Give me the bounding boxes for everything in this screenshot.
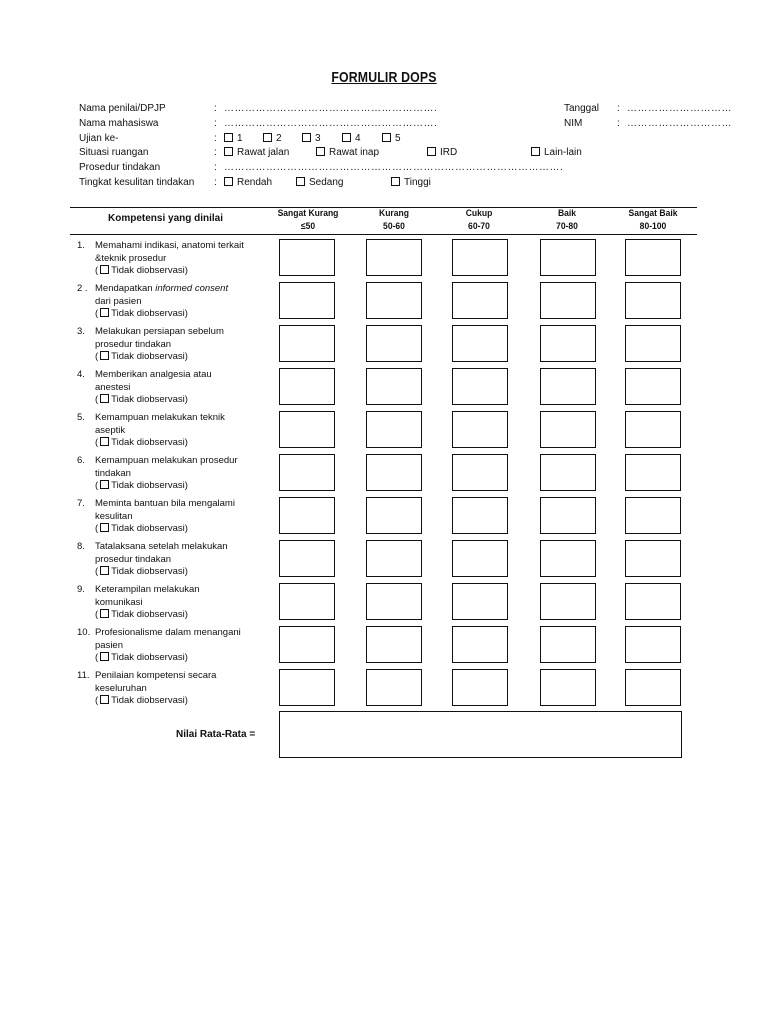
score-box-baik[interactable] [540,454,596,491]
score-box-sangat-kurang[interactable] [279,454,335,491]
score-box-cukup[interactable] [452,454,508,491]
field-label: Prosedur tindakan [79,162,161,173]
colon: : [214,118,217,129]
score-box-kurang[interactable] [366,239,422,276]
field-label: Tanggal [564,103,600,114]
field-mahasiswa [79,118,732,132]
score-box-kurang[interactable] [366,497,422,534]
field-situasi [79,147,719,161]
table-header-rule [70,234,697,235]
not-observed-checkbox[interactable] [100,351,109,360]
kesulitan-option-tinggi[interactable]: Tinggi [391,177,431,188]
colon: : [214,133,217,144]
field-label: Nama penilai/DPJP [79,103,166,114]
checkbox-icon[interactable] [531,147,540,156]
score-box-sangat-baik[interactable] [625,282,681,319]
situasi-option-rawat-inap[interactable]: Rawat inap [316,147,379,158]
score-box-cukup[interactable] [452,239,508,276]
score-box-cukup[interactable] [452,669,508,706]
column-header-sangat-baik: Sangat Baik 80-100 [628,208,678,232]
score-box-sangat-kurang[interactable] [279,583,335,620]
score-box-cukup[interactable] [452,540,508,577]
ujian-option-3[interactable]: 3 [302,133,321,144]
score-box-sangat-baik[interactable] [625,583,681,620]
score-box-sangat-baik[interactable] [625,411,681,448]
ujian-option-4[interactable]: 4 [342,133,361,144]
checkbox-icon[interactable] [224,147,233,156]
situasi-option-rawat-jalan[interactable]: Rawat jalan [224,147,289,158]
colon: : [214,103,217,114]
average-label: Nilai Rata-Rata = [176,729,256,740]
column-header-sangat-kurang: Sangat Kurang ≤50 [277,208,339,232]
situasi-option-lain[interactable]: Lain-lain [531,147,582,158]
not-observed-checkbox[interactable] [100,695,109,704]
score-box-baik[interactable] [540,325,596,362]
penilai-input[interactable]: ……………………………………………………. [224,103,438,114]
score-box-sangat-baik[interactable] [625,669,681,706]
score-box-sangat-baik[interactable] [625,325,681,362]
field-kesulitan [79,177,719,191]
score-box-sangat-kurang[interactable] [279,497,335,534]
checkbox-icon[interactable] [263,133,272,142]
field-label: NIM [564,118,583,129]
score-box-kurang[interactable] [366,626,422,663]
field-penilai [79,103,732,117]
checkbox-icon[interactable] [302,133,311,142]
checkbox-icon[interactable] [382,133,391,142]
kesulitan-option-rendah[interactable]: Rendah [224,177,272,188]
mahasiswa-input[interactable]: ……………………………………………………. [224,118,438,129]
score-box-kurang[interactable] [366,325,422,362]
column-header-kurang: Kurang 50-60 [379,208,409,232]
score-box-sangat-kurang[interactable] [279,626,335,663]
checkbox-icon[interactable] [427,147,436,156]
score-box-sangat-kurang[interactable] [279,669,335,706]
not-observed-checkbox[interactable] [100,437,109,446]
field-prosedur [79,162,719,176]
competency-header: Kompetensi yang dinilai [108,213,224,224]
score-box-cukup[interactable] [452,325,508,362]
score-box-sangat-kurang[interactable] [279,282,335,319]
colon: : [214,147,217,158]
checkbox-icon[interactable] [316,147,325,156]
score-box-baik[interactable] [540,669,596,706]
score-box-cukup[interactable] [452,411,508,448]
score-box-sangat-kurang[interactable] [279,239,335,276]
score-box-kurang[interactable] [366,368,422,405]
colon: : [214,177,217,188]
not-observed-checkbox[interactable] [100,609,109,618]
colon: : [617,103,620,114]
not-observed-checkbox[interactable] [100,652,109,661]
not-observed-checkbox[interactable] [100,480,109,489]
score-box-baik[interactable] [540,540,596,577]
score-box-sangat-kurang[interactable] [279,411,335,448]
colon: : [617,118,620,129]
checkbox-icon[interactable] [342,133,351,142]
checkbox-icon[interactable] [296,177,305,186]
score-box-kurang[interactable] [366,583,422,620]
not-observed-checkbox[interactable] [100,523,109,532]
score-box-kurang[interactable] [366,411,422,448]
average-score-box[interactable] [279,711,682,758]
tanggal-input[interactable]: ………………………… [627,103,732,114]
checkbox-icon[interactable] [224,177,233,186]
column-header-cukup: Cukup 60-70 [465,208,493,232]
score-box-cukup[interactable] [452,583,508,620]
prosedur-input[interactable]: ……………………………………………………………………………………. [224,162,564,173]
field-label: Ujian ke- [79,133,119,144]
colon: : [214,162,217,173]
field-label: Tingkat kesulitan tindakan [79,177,195,188]
score-box-sangat-baik[interactable] [625,497,681,534]
score-box-baik[interactable] [540,282,596,319]
score-box-cukup[interactable] [452,282,508,319]
score-box-kurang[interactable] [366,540,422,577]
score-box-sangat-baik[interactable] [625,626,681,663]
not-observed-checkbox[interactable] [100,308,109,317]
nim-input[interactable]: ………………………… [627,118,732,129]
score-box-baik[interactable] [540,497,596,534]
score-box-kurang[interactable] [366,454,422,491]
score-box-cukup[interactable] [452,497,508,534]
score-box-cukup[interactable] [452,626,508,663]
score-box-kurang[interactable] [366,282,422,319]
score-box-sangat-baik[interactable] [625,239,681,276]
not-observed-checkbox[interactable] [100,265,109,274]
score-box-sangat-baik[interactable] [625,368,681,405]
score-box-sangat-baik[interactable] [625,454,681,491]
column-header-baik: Baik 70-80 [556,208,578,232]
score-box-sangat-kurang[interactable] [279,368,335,405]
not-observed-checkbox[interactable] [100,566,109,575]
situasi-option-ird[interactable]: IRD [427,147,457,158]
score-box-baik[interactable] [540,626,596,663]
score-box-sangat-baik[interactable] [625,540,681,577]
kesulitan-option-sedang[interactable]: Sedang [296,177,343,188]
score-box-baik[interactable] [540,583,596,620]
field-ujian [79,133,719,147]
ujian-option-5[interactable]: 5 [382,133,401,144]
score-box-kurang[interactable] [366,669,422,706]
score-box-sangat-kurang[interactable] [279,540,335,577]
checkbox-icon[interactable] [391,177,400,186]
form-title: FORMULIR DOPS [331,69,437,86]
score-box-baik[interactable] [540,239,596,276]
ujian-option-1[interactable]: 1 [224,133,243,144]
score-box-baik[interactable] [540,411,596,448]
score-box-baik[interactable] [540,368,596,405]
field-label: Nama mahasiswa [79,118,159,129]
field-label: Situasi ruangan [79,147,149,158]
checkbox-icon[interactable] [224,133,233,142]
score-box-cukup[interactable] [452,368,508,405]
ujian-option-2[interactable]: 2 [263,133,282,144]
score-box-sangat-kurang[interactable] [279,325,335,362]
not-observed-checkbox[interactable] [100,394,109,403]
